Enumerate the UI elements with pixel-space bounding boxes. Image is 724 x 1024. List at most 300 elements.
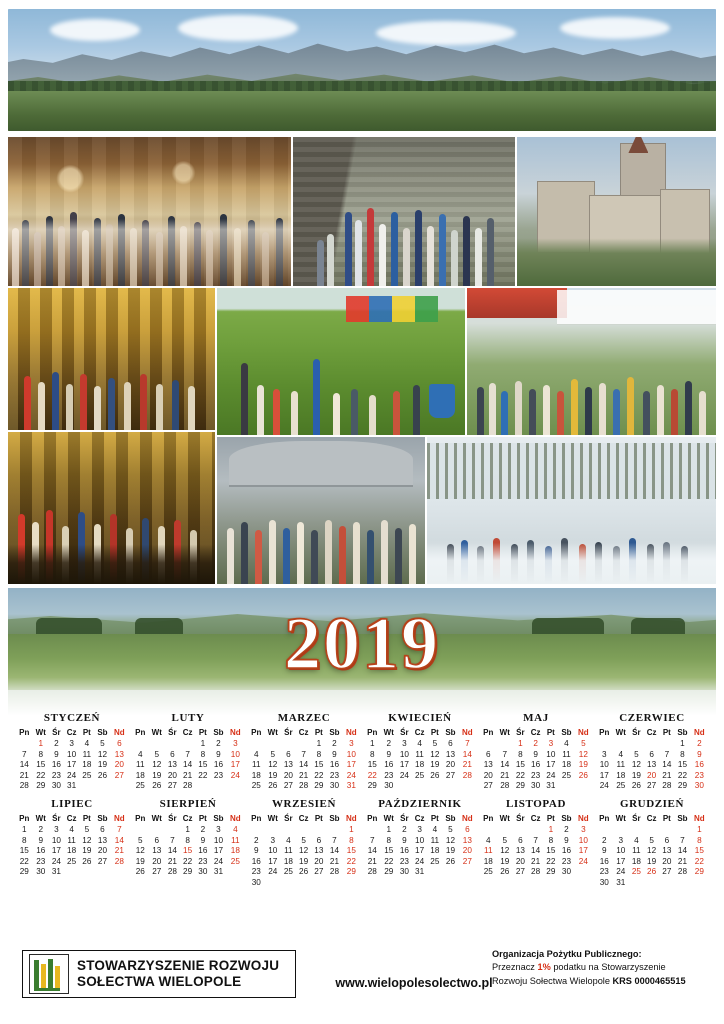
day-cell: 8 bbox=[369, 749, 375, 759]
day-cell: 11 bbox=[284, 846, 293, 856]
day-cell: 2 bbox=[38, 825, 44, 835]
day-cell: 2 bbox=[332, 739, 337, 748]
weekday-header: Pt bbox=[198, 814, 207, 824]
week-row bbox=[132, 750, 244, 761]
day-cell: 31 bbox=[67, 781, 77, 791]
day-cell: 10 bbox=[578, 835, 588, 845]
day-cell: 6 bbox=[465, 825, 470, 835]
day-cell: 8 bbox=[548, 835, 554, 845]
weekday-header: Śr bbox=[284, 728, 293, 737]
weekday-header: Sb bbox=[329, 814, 340, 824]
weekday-header: Cz bbox=[646, 728, 657, 737]
day-cell: 1 bbox=[185, 825, 190, 835]
website-link[interactable]: www.wielopolesolectwo.pl bbox=[335, 976, 493, 990]
week-row bbox=[248, 878, 360, 889]
day-cell: 18 bbox=[631, 856, 641, 866]
empty-cell bbox=[459, 781, 476, 792]
day-cell: 15 bbox=[694, 846, 704, 856]
day-cell: 12 bbox=[500, 846, 510, 856]
weekday-header: Nd bbox=[114, 814, 125, 824]
day-cell: 22 bbox=[19, 856, 29, 866]
day-cell: 8 bbox=[518, 749, 523, 759]
weekday-header: Wt bbox=[615, 814, 626, 824]
empty-cell bbox=[428, 867, 443, 878]
day-cell: 2 bbox=[200, 825, 206, 835]
day-cell: 3 bbox=[270, 835, 276, 845]
empty-cell bbox=[412, 781, 428, 792]
children-games-photo bbox=[217, 288, 465, 435]
day-cell: 29 bbox=[677, 781, 688, 791]
empty-cell bbox=[660, 825, 675, 836]
weekday-header: Nd bbox=[578, 728, 589, 737]
day-cell: 14 bbox=[167, 846, 177, 856]
day-cell: 18 bbox=[82, 760, 92, 770]
week-row bbox=[132, 867, 244, 878]
day-cell: 3 bbox=[54, 825, 59, 835]
empty-cell bbox=[575, 781, 592, 792]
week-row bbox=[364, 857, 476, 868]
week-row bbox=[132, 857, 244, 868]
opp-krs: KRS 0000465515 bbox=[612, 975, 686, 986]
day-cell: 16 bbox=[213, 760, 224, 770]
day-cell: 9 bbox=[200, 835, 206, 845]
empty-cell bbox=[281, 825, 296, 836]
week-row bbox=[596, 878, 708, 889]
day-cell: 25 bbox=[561, 770, 572, 780]
month-block bbox=[362, 706, 478, 792]
cloud-shape bbox=[50, 19, 140, 41]
empty-cell bbox=[575, 867, 592, 878]
day-cell: 16 bbox=[561, 846, 572, 856]
day-cell: 17 bbox=[616, 856, 626, 866]
day-cell: 21 bbox=[167, 856, 177, 866]
day-cell: 15 bbox=[515, 760, 525, 770]
weekday-header: Nd bbox=[114, 728, 125, 737]
opp-info bbox=[492, 948, 710, 988]
empty-cell bbox=[513, 825, 528, 836]
week-row bbox=[16, 846, 128, 857]
day-cell: 20 bbox=[167, 770, 177, 780]
day-cell: 24 bbox=[616, 867, 626, 877]
day-cell: 27 bbox=[167, 781, 177, 791]
day-cell: 5 bbox=[432, 739, 438, 748]
day-cell: 6 bbox=[117, 739, 122, 748]
week-row bbox=[480, 781, 592, 792]
empty-cell bbox=[227, 867, 244, 878]
day-cell: 15 bbox=[346, 846, 356, 856]
day-cell: 6 bbox=[649, 749, 654, 759]
weekday-header: Sb bbox=[329, 728, 340, 737]
day-cell: 3 bbox=[548, 739, 554, 748]
day-cell: 24 bbox=[346, 770, 356, 780]
people-silhouettes bbox=[467, 288, 716, 435]
week-row bbox=[132, 846, 244, 857]
day-cell: 27 bbox=[445, 770, 456, 780]
day-cell: 21 bbox=[367, 856, 377, 866]
day-cell: 28 bbox=[462, 770, 472, 780]
day-cell: 31 bbox=[415, 867, 425, 877]
day-cell: 27 bbox=[97, 856, 108, 866]
empty-cell bbox=[644, 878, 660, 889]
day-cell: 14 bbox=[531, 846, 541, 856]
weekday-header: Cz bbox=[182, 814, 193, 824]
weekday-header: Pn bbox=[483, 814, 494, 824]
day-cell: 2 bbox=[216, 739, 221, 748]
blue-bucket bbox=[429, 384, 455, 418]
day-cell: 10 bbox=[616, 846, 626, 856]
week-row bbox=[248, 846, 360, 857]
day-cell: 26 bbox=[578, 770, 588, 780]
day-cell: 3 bbox=[216, 825, 221, 835]
day-cell: 12 bbox=[445, 835, 456, 845]
day-cell: 3 bbox=[601, 749, 607, 759]
day-cell: 25 bbox=[616, 781, 626, 791]
weekday-header: Śr bbox=[516, 728, 525, 737]
day-cell: 30 bbox=[384, 781, 394, 791]
day-cell: 20 bbox=[283, 770, 293, 780]
day-cell: 7 bbox=[369, 835, 375, 845]
empty-cell bbox=[660, 878, 675, 889]
weekday-header: Pn bbox=[483, 728, 494, 737]
weekday-header: Sb bbox=[677, 728, 688, 737]
weekday-header: Pt bbox=[430, 728, 439, 737]
weekday-header: Sb bbox=[561, 814, 572, 824]
day-cell: 22 bbox=[314, 770, 324, 780]
day-cell: 22 bbox=[384, 856, 394, 866]
month-name: MAJ bbox=[523, 712, 549, 724]
day-cell: 4 bbox=[618, 749, 624, 759]
salt-mine-photo bbox=[8, 288, 215, 430]
empty-cell bbox=[326, 878, 343, 889]
day-cell: 25 bbox=[631, 867, 641, 877]
day-cell: 1 bbox=[680, 739, 685, 748]
festival-tent-photo bbox=[467, 288, 716, 435]
day-cell: 22 bbox=[198, 770, 208, 780]
day-cell: 27 bbox=[647, 781, 657, 791]
day-cell: 16 bbox=[251, 856, 261, 866]
weekday-header: Pn bbox=[367, 728, 378, 737]
week-row bbox=[248, 825, 360, 836]
day-cell: 10 bbox=[213, 835, 224, 845]
weekday-header: Pn bbox=[599, 814, 610, 824]
day-cell: 28 bbox=[183, 781, 193, 791]
day-cell: 5 bbox=[448, 825, 453, 835]
calendar-row-first-half bbox=[14, 706, 710, 792]
weekday-header: Śr bbox=[400, 728, 409, 737]
empty-cell bbox=[629, 878, 644, 889]
empty-cell bbox=[629, 825, 644, 836]
week-row bbox=[480, 739, 592, 750]
month-block bbox=[594, 792, 710, 889]
mine-raft-photo bbox=[8, 432, 215, 584]
day-cell: 6 bbox=[448, 739, 453, 748]
week-row bbox=[16, 760, 128, 771]
weekday-header: Pt bbox=[198, 728, 207, 737]
empty-cell bbox=[660, 739, 675, 750]
day-cell: 9 bbox=[697, 749, 702, 759]
day-cell: 15 bbox=[384, 846, 394, 856]
day-cell: 11 bbox=[415, 749, 424, 759]
weekday-header: Wt bbox=[267, 728, 278, 737]
day-cell: 18 bbox=[483, 856, 493, 866]
week-row bbox=[248, 750, 360, 761]
weekday-header: Pn bbox=[251, 814, 262, 824]
month-table bbox=[480, 814, 592, 878]
month-name: STYCZEŃ bbox=[43, 712, 101, 724]
day-cell: 10 bbox=[268, 846, 278, 856]
week-row bbox=[480, 750, 592, 761]
week-row bbox=[596, 867, 708, 878]
day-cell: 29 bbox=[19, 867, 29, 877]
empty-cell bbox=[644, 825, 660, 836]
day-cell: 10 bbox=[415, 835, 425, 845]
empty-cell bbox=[281, 739, 296, 750]
day-cell: 1 bbox=[38, 739, 44, 748]
logo-line-2: SOŁECTWA WIELOPOLE bbox=[77, 974, 242, 989]
cloud-shape bbox=[560, 17, 670, 39]
day-cell: 3 bbox=[233, 739, 238, 748]
opp-line-1 bbox=[492, 961, 710, 974]
empty-cell bbox=[596, 825, 613, 836]
day-cell: 11 bbox=[67, 835, 76, 845]
day-cell: 17 bbox=[346, 760, 356, 770]
logo-line-1: STOWARZYSZENIE ROZWOJU bbox=[77, 958, 280, 974]
day-cell: 13 bbox=[662, 846, 672, 856]
empty-cell bbox=[248, 825, 265, 836]
empty-cell bbox=[64, 867, 80, 878]
day-cell: 2 bbox=[253, 835, 259, 845]
week-row bbox=[364, 750, 476, 761]
weekday-header: Sb bbox=[561, 728, 572, 737]
people-silhouettes bbox=[217, 437, 425, 584]
empty-cell bbox=[132, 739, 149, 750]
day-cell: 13 bbox=[283, 760, 293, 770]
empty-cell bbox=[80, 867, 95, 878]
day-cell: 30 bbox=[599, 878, 609, 888]
day-cell: 19 bbox=[299, 856, 309, 866]
day-cell: 11 bbox=[136, 760, 145, 770]
week-row bbox=[480, 857, 592, 868]
week-row bbox=[16, 867, 128, 878]
day-cell: 18 bbox=[415, 760, 425, 770]
day-cell: 26 bbox=[430, 770, 440, 780]
day-cell: 1 bbox=[548, 825, 554, 835]
day-cell: 20 bbox=[515, 856, 525, 866]
empty-cell bbox=[343, 878, 360, 889]
day-cell: 5 bbox=[301, 835, 306, 845]
day-cell: 18 bbox=[561, 760, 572, 770]
day-cell: 23 bbox=[251, 867, 261, 877]
day-cell: 30 bbox=[531, 781, 541, 791]
day-cell: 24 bbox=[546, 770, 556, 780]
day-cell: 22 bbox=[183, 856, 193, 866]
month-name: MARZEC bbox=[277, 712, 331, 724]
month-table bbox=[480, 728, 592, 792]
day-cell: 7 bbox=[117, 825, 122, 835]
day-cell: 27 bbox=[314, 867, 324, 877]
day-cell: 24 bbox=[67, 770, 77, 780]
month-block bbox=[14, 706, 130, 792]
day-cell: 9 bbox=[54, 749, 59, 759]
people-silhouettes bbox=[217, 288, 465, 435]
weekday-header: Wt bbox=[35, 814, 46, 824]
week-row bbox=[480, 846, 592, 857]
day-cell: 7 bbox=[170, 835, 175, 845]
day-cell: 9 bbox=[601, 846, 607, 856]
day-cell: 30 bbox=[694, 781, 704, 791]
day-cell: 20 bbox=[647, 770, 657, 780]
month-block bbox=[362, 792, 478, 889]
month-name: KWIECIEŃ bbox=[388, 712, 452, 724]
day-cell: 5 bbox=[270, 749, 276, 759]
day-cell: 30 bbox=[399, 867, 409, 877]
day-cell: 30 bbox=[561, 867, 572, 877]
day-cell: 2 bbox=[564, 825, 569, 835]
week-row bbox=[16, 781, 128, 792]
logo-text bbox=[77, 958, 279, 989]
day-cell: 19 bbox=[647, 856, 657, 866]
weekday-header: Sb bbox=[677, 814, 688, 824]
day-cell: 6 bbox=[485, 749, 491, 759]
day-cell: 12 bbox=[152, 760, 162, 770]
day-cell: 9 bbox=[38, 835, 44, 845]
day-cell: 21 bbox=[462, 760, 472, 770]
day-cell: 8 bbox=[680, 749, 685, 759]
weekday-header: Pt bbox=[82, 728, 91, 737]
day-cell: 21 bbox=[183, 770, 193, 780]
empty-cell bbox=[397, 781, 412, 792]
week-row bbox=[248, 771, 360, 782]
day-cell: 19 bbox=[268, 770, 278, 780]
week-row bbox=[16, 857, 128, 868]
day-cell: 6 bbox=[154, 835, 160, 845]
day-cell: 5 bbox=[581, 739, 586, 748]
day-cell: 28 bbox=[500, 781, 510, 791]
month-table bbox=[364, 814, 476, 878]
month-table bbox=[596, 814, 708, 889]
day-cell: 24 bbox=[230, 770, 240, 780]
day-cell: 31 bbox=[213, 867, 224, 877]
day-cell: 30 bbox=[198, 867, 208, 877]
week-row bbox=[364, 739, 476, 750]
weekday-header: Cz bbox=[414, 814, 425, 824]
day-cell: 28 bbox=[367, 867, 377, 877]
week-row bbox=[364, 846, 476, 857]
day-cell: 5 bbox=[84, 825, 90, 835]
month-table bbox=[596, 728, 708, 792]
weekday-header: Sb bbox=[213, 728, 224, 737]
weekday-header: Nd bbox=[462, 814, 473, 824]
day-cell: 16 bbox=[329, 760, 340, 770]
day-cell: 18 bbox=[135, 770, 145, 780]
day-cell: 29 bbox=[367, 781, 377, 791]
day-cell: 10 bbox=[230, 749, 240, 759]
weekday-header: Pt bbox=[546, 728, 555, 737]
empty-cell bbox=[312, 878, 327, 889]
opp-heading: Organizacja Pożytku Publicznego: bbox=[492, 949, 642, 959]
week-row bbox=[596, 750, 708, 761]
day-cell: 8 bbox=[386, 835, 392, 845]
day-cell: 8 bbox=[185, 835, 190, 845]
day-cell: 21 bbox=[329, 856, 340, 866]
weekday-header: Śr bbox=[284, 814, 293, 824]
day-cell: 18 bbox=[283, 856, 293, 866]
month-table bbox=[248, 728, 360, 792]
weekday-header: Śr bbox=[168, 728, 177, 737]
opp-percent: 1% bbox=[537, 962, 551, 973]
empty-cell bbox=[326, 825, 343, 836]
day-cell: 17 bbox=[599, 770, 609, 780]
day-cell: 17 bbox=[230, 760, 240, 770]
day-cell: 28 bbox=[167, 867, 177, 877]
empty-cell bbox=[442, 781, 459, 792]
day-cell: 24 bbox=[51, 856, 61, 866]
month-block bbox=[478, 792, 594, 889]
week-row bbox=[364, 867, 476, 878]
day-cell: 16 bbox=[384, 760, 394, 770]
week-row bbox=[248, 867, 360, 878]
day-cell: 14 bbox=[367, 846, 377, 856]
day-cell: 25 bbox=[430, 856, 440, 866]
day-cell: 4 bbox=[564, 739, 569, 748]
day-cell: 5 bbox=[649, 835, 654, 845]
weekday-header: Cz bbox=[66, 814, 77, 824]
weekday-header: Pn bbox=[135, 814, 146, 824]
day-cell: 26 bbox=[268, 781, 278, 791]
day-cell: 17 bbox=[578, 846, 588, 856]
day-cell: 31 bbox=[346, 781, 356, 791]
empty-cell bbox=[296, 739, 312, 750]
day-cell: 13 bbox=[167, 760, 177, 770]
week-row bbox=[596, 846, 708, 857]
day-cell: 10 bbox=[599, 760, 609, 770]
day-cell: 7 bbox=[21, 749, 27, 759]
day-cell: 27 bbox=[483, 781, 493, 791]
empty-cell bbox=[165, 739, 180, 750]
month-name: LISTOPAD bbox=[505, 798, 567, 811]
day-cell: 14 bbox=[662, 760, 672, 770]
day-cell: 2 bbox=[697, 739, 702, 748]
day-cell: 26 bbox=[500, 867, 510, 877]
day-cell: 31 bbox=[51, 867, 61, 877]
empty-cell bbox=[94, 781, 111, 792]
day-cell: 11 bbox=[82, 749, 92, 759]
day-cell: 8 bbox=[316, 749, 322, 759]
day-cell: 4 bbox=[634, 835, 639, 845]
weekday-header: Wt bbox=[383, 814, 394, 824]
day-cell: 9 bbox=[533, 749, 538, 759]
weekday-header: Cz bbox=[530, 814, 541, 824]
opp-line-2-a: Rozwoju Sołectwa Wielopole bbox=[492, 975, 610, 986]
month-block bbox=[246, 792, 362, 889]
day-cell: 20 bbox=[483, 770, 493, 780]
day-cell: 22 bbox=[346, 856, 356, 866]
week-row bbox=[596, 857, 708, 868]
day-cell: 12 bbox=[647, 846, 657, 856]
weekday-header: Nd bbox=[346, 814, 357, 824]
week-row bbox=[364, 825, 476, 836]
day-cell: 12 bbox=[135, 846, 145, 856]
day-cell: 24 bbox=[268, 867, 278, 877]
day-cell: 4 bbox=[69, 825, 74, 835]
day-cell: 5 bbox=[634, 749, 639, 759]
group-portrait-photo bbox=[217, 437, 425, 584]
day-cell: 19 bbox=[135, 856, 145, 866]
day-cell: 7 bbox=[332, 835, 337, 845]
day-cell: 30 bbox=[251, 878, 261, 888]
day-cell: 3 bbox=[417, 825, 422, 835]
logo-mark-icon bbox=[29, 954, 69, 994]
